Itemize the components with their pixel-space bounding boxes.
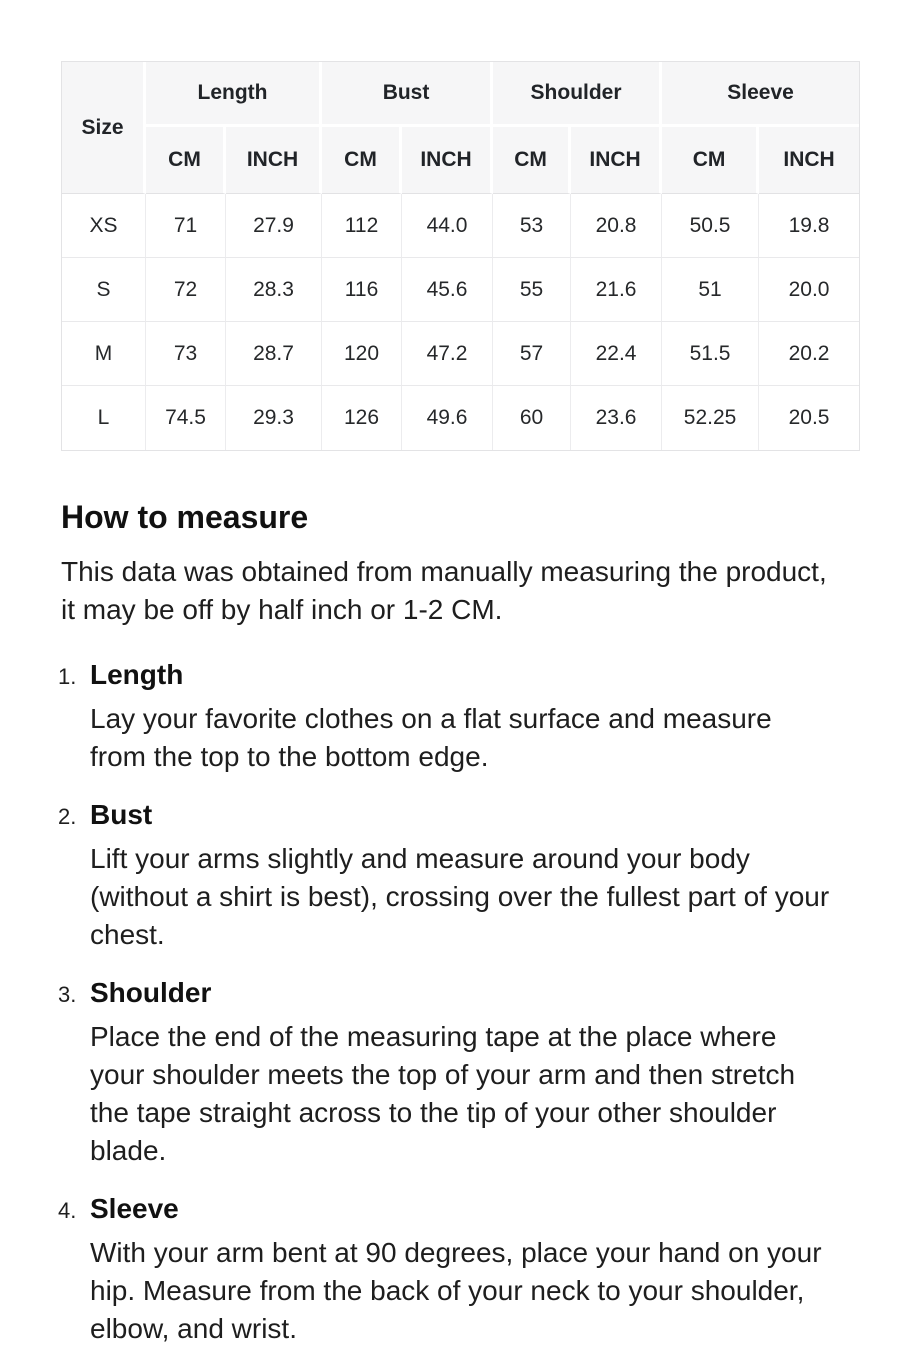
step-heading	[58, 796, 920, 834]
group-header-bust: Bust	[322, 62, 493, 127]
step-item-length	[58, 656, 920, 776]
value-cell: 52.25	[662, 386, 759, 450]
step-description: Place the end of the measuring tape at the place where your shoulder meets the top of your arm and then stretch the tape straight across to the tip of your other shoulder blade.	[90, 1021, 796, 1166]
value-cell: 49.6	[402, 386, 493, 450]
step-number: 1.	[58, 664, 77, 689]
step-term: Bust	[90, 799, 153, 830]
value-cell: 23.6	[571, 386, 662, 450]
section-heading: How to measure	[61, 499, 309, 535]
step-description: With your arm bent at 90 degrees, place your hand on your hip. Measure from the back of your neck to your shoulder, elbow, and wrist.	[90, 1237, 822, 1344]
value-cell: 20.2	[759, 322, 859, 386]
value-cell: 27.9	[226, 194, 322, 258]
value-cell: 50.5	[662, 194, 759, 258]
table-row-m	[62, 322, 859, 386]
step-heading	[58, 974, 920, 1012]
value-cell: 116	[322, 258, 402, 322]
table-unit-header-row	[62, 127, 859, 194]
intro-paragraph: This data was obtained from manually measuring the product, it may be off by half inch or 1-2 CM.	[61, 556, 827, 625]
value-cell: 120	[322, 322, 402, 386]
step-number: 3.	[58, 982, 77, 1007]
table-row-xs	[62, 194, 859, 258]
value-cell: 53	[493, 194, 571, 258]
value-cell: 126	[322, 386, 402, 450]
step-item-bust	[58, 796, 920, 954]
value-cell: 73	[146, 322, 226, 386]
value-cell: 21.6	[571, 258, 662, 322]
unit-header-bust-inch: INCH	[402, 127, 493, 194]
size-table	[62, 62, 859, 450]
value-cell: 20.8	[571, 194, 662, 258]
value-cell: 51.5	[662, 322, 759, 386]
table-row-s	[62, 258, 859, 322]
size-cell: XS	[62, 194, 146, 258]
step-heading	[58, 1190, 920, 1228]
value-cell: 72	[146, 258, 226, 322]
value-cell: 74.5	[146, 386, 226, 450]
group-header-length: Length	[146, 62, 322, 127]
size-column-header: Size	[62, 62, 146, 194]
group-header-sleeve: Sleeve	[662, 62, 859, 127]
value-cell: 20.5	[759, 386, 859, 450]
value-cell: 20.0	[759, 258, 859, 322]
value-cell: 47.2	[402, 322, 493, 386]
table-row-l	[62, 386, 859, 450]
size-cell: S	[62, 258, 146, 322]
unit-header-length-cm: CM	[146, 127, 226, 194]
value-cell: 19.8	[759, 194, 859, 258]
value-cell: 55	[493, 258, 571, 322]
unit-header-shoulder-inch: INCH	[571, 127, 662, 194]
step-description: Lift your arms slightly and measure around your body (without a shirt is best), crossing over the fullest part of your chest.	[90, 843, 830, 950]
step-description: Lay your favorite clothes on a flat surface and measure from the top to the bottom edge.	[90, 703, 772, 772]
step-number: 2.	[58, 804, 77, 829]
value-cell: 44.0	[402, 194, 493, 258]
size-cell: M	[62, 322, 146, 386]
step-item-sleeve	[58, 1190, 920, 1348]
value-cell: 112	[322, 194, 402, 258]
size-table-container	[61, 61, 860, 451]
size-cell: L	[62, 386, 146, 450]
unit-header-shoulder-cm: CM	[493, 127, 571, 194]
value-cell: 28.3	[226, 258, 322, 322]
group-header-shoulder: Shoulder	[493, 62, 662, 127]
step-item-shoulder	[58, 974, 920, 1170]
value-cell: 51	[662, 258, 759, 322]
value-cell: 60	[493, 386, 571, 450]
measure-steps-list	[58, 656, 920, 1348]
step-term: Length	[90, 659, 184, 690]
value-cell: 29.3	[226, 386, 322, 450]
value-cell: 45.6	[402, 258, 493, 322]
unit-header-bust-cm: CM	[322, 127, 402, 194]
step-number: 4.	[58, 1198, 77, 1223]
table-group-header-row	[62, 62, 859, 127]
step-term: Shoulder	[90, 977, 212, 1008]
step-heading	[58, 656, 920, 694]
value-cell: 57	[493, 322, 571, 386]
step-term: Sleeve	[90, 1193, 179, 1224]
unit-header-sleeve-inch: INCH	[759, 127, 859, 194]
unit-header-length-inch: INCH	[226, 127, 322, 194]
value-cell: 71	[146, 194, 226, 258]
value-cell: 28.7	[226, 322, 322, 386]
unit-header-sleeve-cm: CM	[662, 127, 759, 194]
value-cell: 22.4	[571, 322, 662, 386]
